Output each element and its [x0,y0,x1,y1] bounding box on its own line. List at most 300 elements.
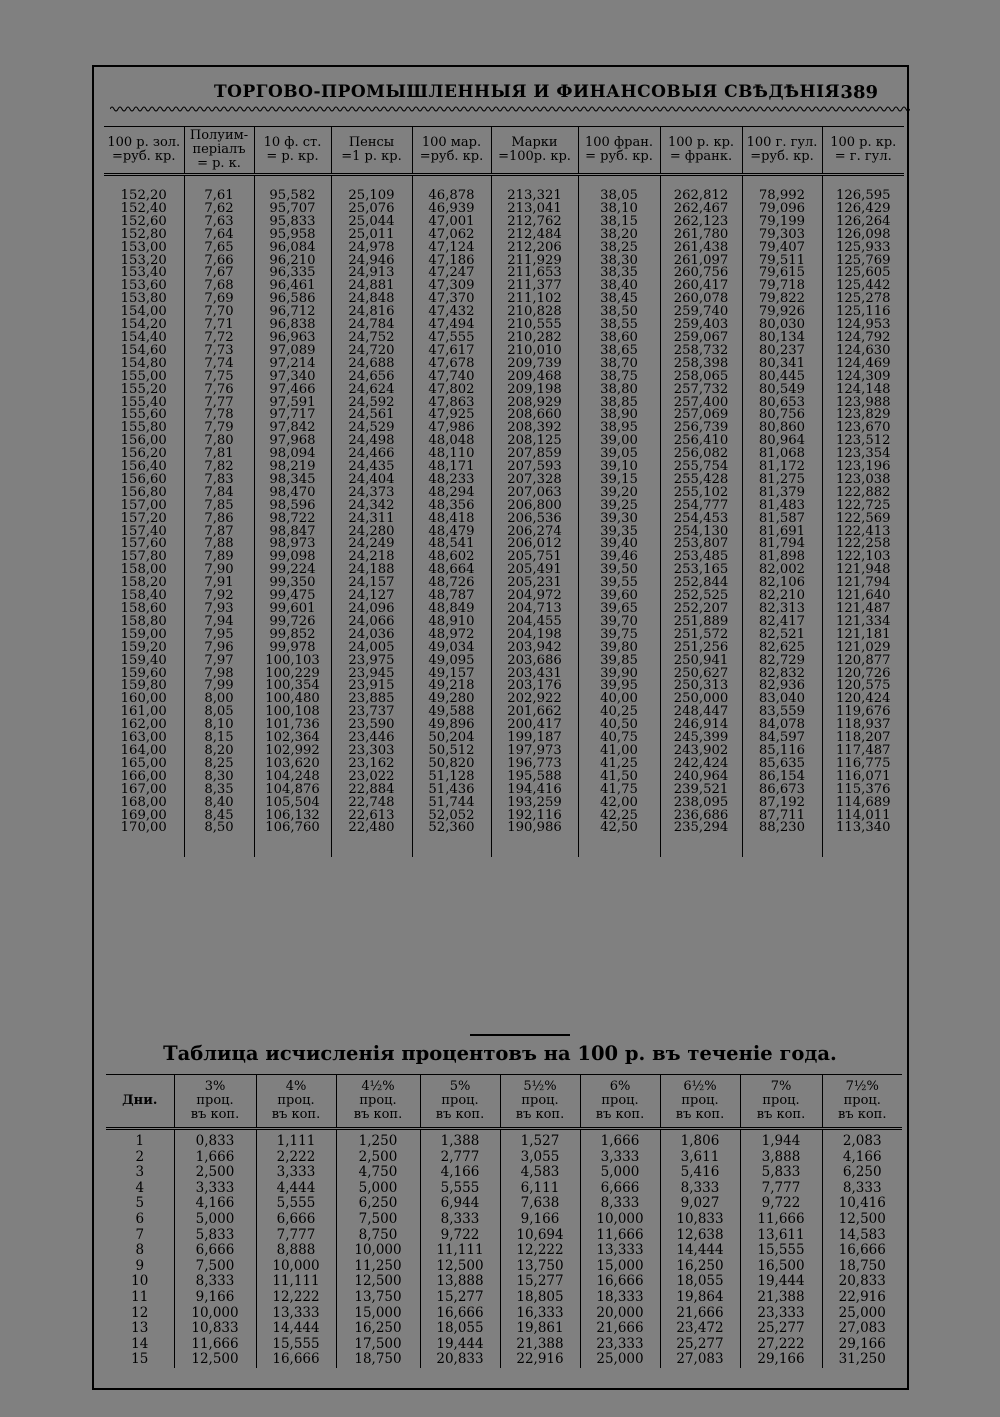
rates-cell: 250,313 [660,680,742,693]
rates-cell: 39,65 [578,603,660,616]
rates-cell: 96,963 [254,332,331,345]
interest-cell: 7 [135,1226,145,1243]
rates-cell: 124,148 [822,384,904,397]
rates-cell: 40,25 [578,706,660,719]
rates-cell: 8,05 [184,706,254,719]
rates-cell: 7,61 [184,190,254,203]
rates-cell: 7,84 [184,487,254,500]
rates-cell: 157,00 [120,497,167,513]
rates-cell: 8,45 [184,810,254,823]
rates-cell: 122,569 [822,513,904,526]
rates-header-text: 100 р. кр. [667,135,735,150]
rates-cell: 239,521 [660,784,742,797]
rates-cell: 156,80 [120,484,167,500]
rates-cell: 122,725 [822,500,904,513]
rates-cell: 79,407 [742,242,822,255]
table-row [106,1352,902,1368]
interest-header-col-3 [336,1075,420,1129]
rates-cell: 24,498 [331,435,412,448]
rates-cell: 159,40 [120,652,167,668]
rates-cell: 211,102 [491,293,578,306]
rates-cell: 158,60 [120,601,167,616]
rates-cell: 7,99 [184,680,254,693]
rates-cell: 238,095 [660,797,742,810]
rates-cell: 46,878 [412,190,491,203]
rates-cell: 84,078 [742,719,822,732]
rates-cell: 39,60 [578,590,660,603]
interest-cell: 11,250 [336,1259,420,1275]
interest-header-text: проц. [681,1093,719,1108]
rates-cell: 262,123 [660,216,742,229]
table-row [106,1165,902,1181]
interest-cell: 10,000 [580,1212,660,1228]
rates-header-text: 100 мар. [421,135,482,150]
interest-header-text: 4% [285,1079,307,1094]
rates-cell: 79,096 [742,203,822,216]
rates-cell: 155,80 [120,420,167,436]
rates-cell: 39,55 [578,577,660,590]
rates-cell: 7,97 [184,655,254,668]
interest-header-col-1 [174,1075,256,1129]
rates-cell: 38,05 [578,190,660,203]
rates-cell: 211,653 [491,267,578,280]
rates-cell: 116,071 [822,771,904,784]
rates-cell: 7,81 [184,448,254,461]
interest-header-col-4 [420,1075,500,1129]
rates-cell: 81,068 [742,448,822,461]
rates-cell: 156,20 [120,446,167,462]
rates-cell: 79,199 [742,216,822,229]
interest-cell: 11,666 [740,1212,822,1228]
rates-cell: 23,022 [331,771,412,784]
page-number: 389 [840,82,878,103]
interest-cell: 21,666 [660,1306,740,1322]
rates-cell: 102,992 [254,745,331,758]
rates-cell: 97,717 [254,409,331,422]
rates-cell: 252,844 [660,577,742,590]
rates-cell: 125,116 [822,306,904,319]
rates-header-text: періалъ [192,142,246,157]
rates-cell: 205,491 [491,564,578,577]
interest-cell: 12 [131,1304,149,1321]
interest-cell: 2,083 [822,1134,902,1150]
rates-cell: 48,910 [412,616,491,629]
rates-cell: 165,00 [120,755,167,771]
interest-cell: 2,222 [256,1150,336,1166]
rates-cell: 80,030 [742,319,822,332]
rates-cell: 126,429 [822,203,904,216]
rates-cell: 7,93 [184,603,254,616]
rates-cell: 154,60 [120,342,167,358]
rates-cell: 48,726 [412,577,491,590]
interest-header-text: 4½% [361,1079,395,1094]
interest-cell: 1,806 [660,1134,740,1150]
rates-cell: 24,005 [331,642,412,655]
rates-cell: 154,20 [120,317,167,333]
rates-cell: 22,480 [331,822,412,835]
interest-cell: 18,055 [660,1274,740,1290]
rates-header-text: 100 г. гул. [746,135,818,150]
rates-cell: 256,082 [660,448,742,461]
interest-cell: 23,333 [580,1337,660,1353]
rates-cell: 208,929 [491,397,578,410]
rates-cell: 82,832 [742,668,822,681]
interest-cell: 6,250 [336,1196,420,1212]
rates-cell: 120,424 [822,693,904,706]
interest-cell: 4,166 [174,1196,256,1212]
rates-cell: 39,80 [578,642,660,655]
rates-cell: 48,418 [412,513,491,526]
rates-cell: 210,010 [491,345,578,358]
rates-cell: 208,125 [491,435,578,448]
rates-cell: 155,20 [120,381,167,397]
interest-cell: 11 [131,1288,149,1305]
rates-cell: 38,25 [578,242,660,255]
rates-cell: 48,602 [412,551,491,564]
interest-cell: 22,916 [822,1290,902,1306]
rates-cell: 24,466 [331,448,412,461]
rates-cell: 49,280 [412,693,491,706]
rates-cell: 8,30 [184,771,254,784]
rates-cell: 82,210 [742,590,822,603]
interest-cell: 1,944 [740,1134,822,1150]
rates-cell: 212,762 [491,216,578,229]
rates-cell: 24,946 [331,255,412,268]
rates-cell: 50,820 [412,758,491,771]
rates-cell: 22,884 [331,784,412,797]
rates-cell: 253,807 [660,538,742,551]
interest-header-text: проц. [762,1093,800,1108]
table-row [106,1212,902,1228]
rates-cell: 245,399 [660,732,742,745]
rates-cell: 123,196 [822,461,904,474]
rates-cell: 248,447 [660,706,742,719]
rates-cell: 42,25 [578,810,660,823]
interest-cell: 14 [131,1335,149,1352]
rates-cell: 98,973 [254,538,331,551]
rates-cell: 202,922 [491,693,578,706]
rates-cell: 206,800 [491,500,578,513]
rates-cell: 96,838 [254,319,331,332]
rates-cell: 80,237 [742,345,822,358]
rates-cell: 158,40 [120,588,167,604]
interest-header-text: въ коп. [675,1107,725,1122]
rates-cell: 96,586 [254,293,331,306]
rates-cell: 81,275 [742,474,822,487]
rates-cell: 259,403 [660,319,742,332]
rates-cell: 246,914 [660,719,742,732]
interest-cell: 4,444 [256,1181,336,1197]
interest-header-text: въ коп. [435,1107,485,1122]
rates-cell: 125,769 [822,255,904,268]
rates-cell: 99,224 [254,564,331,577]
rates-cell: 157,60 [120,536,167,552]
rates-cell: 24,157 [331,577,412,590]
rates-cell: 153,80 [120,291,167,307]
rates-header-text: =руб. кр. [419,149,484,164]
interest-header-text: проц. [843,1093,881,1108]
interest-cell: 10,000 [256,1259,336,1275]
rates-cell: 250,000 [660,693,742,706]
rates-cell: 121,794 [822,577,904,590]
rates-cell: 7,98 [184,668,254,681]
rates-header-col-7 [660,127,742,175]
interest-cell: 3 [135,1164,145,1181]
rates-cell: 78,992 [742,190,822,203]
rates-cell: 210,282 [491,332,578,345]
rates-cell: 49,588 [412,706,491,719]
rates-cell: 25,076 [331,203,412,216]
rates-cell: 7,86 [184,513,254,526]
rates-cell: 206,012 [491,538,578,551]
interest-cell: 5,000 [336,1181,420,1197]
rates-cell: 123,670 [822,422,904,435]
rates-cell: 210,828 [491,306,578,319]
rates-cell: 190,986 [491,822,578,835]
rates-header-col-3 [331,127,412,175]
rates-cell: 96,712 [254,306,331,319]
rates-cell: 24,280 [331,526,412,539]
interest-cell: 20,000 [580,1306,660,1322]
rates-cell: 85,116 [742,745,822,758]
rates-cell: 205,231 [491,577,578,590]
rates-cell: 25,011 [331,229,412,242]
rates-cell: 38,75 [578,371,660,384]
rates-cell: 253,165 [660,564,742,577]
rates-cell: 98,219 [254,461,331,474]
rates-header-col-8 [742,127,822,175]
rates-cell: 83,040 [742,693,822,706]
rates-cell: 24,752 [331,332,412,345]
rates-cell: 48,294 [412,487,491,500]
rates-cell: 95,958 [254,229,331,242]
interest-cell: 16,666 [822,1243,902,1259]
rates-cell: 86,673 [742,784,822,797]
rates-cell: 125,442 [822,280,904,293]
interest-header-text: въ коп. [190,1107,240,1122]
rates-cell: 7,95 [184,629,254,642]
rates-header-text: = руб. кр. [585,149,653,164]
rates-cell: 38,35 [578,267,660,280]
interest-cell: 5,555 [256,1196,336,1212]
interest-header-text: 7½% [845,1079,879,1094]
rates-cell: 119,676 [822,706,904,719]
rates-cell: 39,95 [578,680,660,693]
rates-cell: 211,929 [491,255,578,268]
rates-cell: 80,653 [742,397,822,410]
interest-header-text: проц. [196,1093,234,1108]
interest-cell: 12,500 [822,1212,902,1228]
rates-cell: 155,40 [120,394,167,410]
interest-cell: 25,000 [822,1306,902,1322]
interest-table-title: Таблица исчисленія процентовъ на 100 р. въ теченіе года. [163,1042,837,1065]
rates-cell: 7,67 [184,267,254,280]
interest-cell: 11,111 [256,1274,336,1290]
rates-cell: 38,55 [578,319,660,332]
rates-cell: 7,90 [184,564,254,577]
interest-header-text: 5% [449,1079,471,1094]
rates-cell: 195,588 [491,771,578,784]
interest-cell: 16,333 [500,1306,580,1322]
interest-cell: 25,277 [660,1337,740,1353]
interest-table [106,1074,902,1368]
rates-cell: 82,417 [742,616,822,629]
rates-cell: 81,379 [742,487,822,500]
interest-cell: 13,333 [580,1243,660,1259]
rates-cell: 42,50 [578,822,660,835]
rates-cell: 158,80 [120,613,167,629]
rates-cell: 258,065 [660,371,742,384]
rates-cell: 256,410 [660,435,742,448]
interest-cell: 18,333 [580,1290,660,1306]
rates-cell: 203,686 [491,655,578,668]
rates-cell: 126,264 [822,216,904,229]
table-row [106,1321,902,1337]
interest-cell: 6 [135,1210,145,1227]
interest-cell: 18,055 [420,1321,500,1337]
table-row [106,1274,902,1290]
rates-cell: 38,45 [578,293,660,306]
interest-cell: 15,555 [256,1337,336,1353]
rates-cell: 99,350 [254,577,331,590]
rates-cell: 159,60 [120,665,167,681]
rates-cell: 157,40 [120,523,167,539]
rates-cell: 87,711 [742,810,822,823]
interest-cell: 15,277 [420,1290,500,1306]
rates-cell: 97,591 [254,397,331,410]
rates-cell: 124,953 [822,319,904,332]
interest-cell: 29,166 [740,1352,822,1368]
interest-header-col-9 [822,1075,902,1129]
rates-cell: 41,50 [578,771,660,784]
rates-cell: 204,455 [491,616,578,629]
rates-cell: 24,342 [331,500,412,513]
interest-header-text: въ коп. [515,1107,565,1122]
rates-cell: 7,65 [184,242,254,255]
interest-header-text: проц. [359,1093,397,1108]
rates-cell: 7,73 [184,345,254,358]
interest-cell: 9,166 [174,1290,256,1306]
interest-cell: 11,111 [420,1243,500,1259]
interest-cell: 31,250 [822,1352,902,1368]
rates-cell: 47,802 [412,384,491,397]
rates-cell: 114,689 [822,797,904,810]
rates-cell: 7,82 [184,461,254,474]
interest-cell: 29,166 [822,1337,902,1353]
rates-cell: 49,095 [412,655,491,668]
rates-cell: 82,521 [742,629,822,642]
rates-header-col-5 [491,127,578,175]
interest-cell: 15,277 [500,1274,580,1290]
interest-cell: 23,333 [740,1306,822,1322]
interest-cell: 8,750 [336,1228,420,1244]
interest-cell: 1,666 [580,1134,660,1150]
rates-cell: 49,896 [412,719,491,732]
interest-cell: 8 [135,1242,145,1259]
rates-cell: 51,436 [412,784,491,797]
interest-cell: 16,666 [420,1306,500,1322]
rates-cell: 163,00 [120,730,167,746]
interest-cell: 1,666 [174,1150,256,1166]
rates-cell: 159,20 [120,639,167,655]
rates-cell: 209,198 [491,384,578,397]
rates-cell: 80,341 [742,358,822,371]
interest-cell: 3,888 [740,1150,822,1166]
rates-header-text: 10 ф. ст. [263,135,322,150]
rates-cell: 39,00 [578,435,660,448]
rates-cell: 24,848 [331,293,412,306]
interest-cell: 27,083 [660,1352,740,1368]
rates-header-text: Марки [511,135,558,150]
rates-cell: 7,71 [184,319,254,332]
rates-cell: 95,833 [254,216,331,229]
rates-cell: 120,726 [822,668,904,681]
table-row [106,1290,902,1306]
rates-cell: 196,773 [491,758,578,771]
rates-cell: 97,466 [254,384,331,397]
rates-cell: 7,87 [184,526,254,539]
interest-cell: 12,222 [500,1243,580,1259]
rates-cell: 51,744 [412,797,491,810]
rates-cell: 203,431 [491,668,578,681]
interest-header-text: въ коп. [838,1107,887,1122]
rates-cell: 115,376 [822,784,904,797]
rates-cell: 51,128 [412,771,491,784]
rates-cell: 47,062 [412,229,491,242]
rates-cell: 209,739 [491,358,578,371]
rates-cell: 123,829 [822,409,904,422]
rates-cell: 23,162 [331,758,412,771]
interest-cell: 25,000 [580,1352,660,1368]
rates-cell: 153,00 [120,239,167,255]
rates-cell: 38,70 [578,358,660,371]
rates-cell: 46,939 [412,203,491,216]
rates-cell: 79,822 [742,293,822,306]
interest-header-text: въ коп. [595,1107,645,1122]
interest-cell: 8,333 [420,1212,500,1228]
rates-header-col-2 [254,127,331,175]
interest-cell: 6,666 [174,1243,256,1259]
interest-cell: 8,333 [822,1181,902,1197]
rates-cell: 48,787 [412,590,491,603]
interest-header-text: 6% [609,1079,631,1094]
rates-cell: 47,309 [412,280,491,293]
interest-header-text: проц. [441,1093,479,1108]
rates-cell: 101,736 [254,719,331,732]
rates-cell: 25,044 [331,216,412,229]
interest-cell: 7,777 [256,1228,336,1244]
rates-cell: 166,00 [120,768,167,784]
interest-cell: 15,000 [580,1259,660,1275]
rates-cell: 257,732 [660,384,742,397]
rates-header-text: =100р. кр. [498,149,571,164]
rates-cell: 153,40 [120,265,167,281]
rates-cell: 7,69 [184,293,254,306]
rates-cell: 155,00 [120,368,167,384]
interest-cell: 9 [135,1257,145,1274]
page-header [92,82,908,106]
rates-cell: 23,915 [331,680,412,693]
rates-cell: 261,780 [660,229,742,242]
interest-cell: 4 [135,1179,145,1196]
rates-cell: 47,494 [412,319,491,332]
interest-cell: 7,638 [500,1196,580,1212]
rates-cell: 99,475 [254,590,331,603]
rates-cell: 262,467 [660,203,742,216]
rates-cell: 7,72 [184,332,254,345]
rates-cell: 159,80 [120,678,167,694]
rates-cell: 97,968 [254,435,331,448]
